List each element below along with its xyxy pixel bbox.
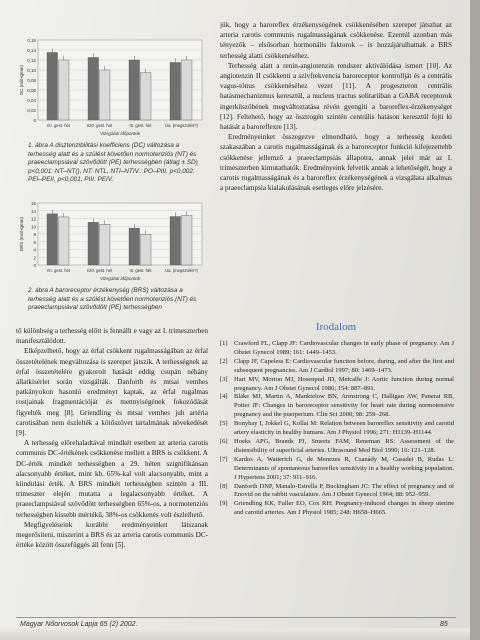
reference-text: Bonyhay I, Jokkel G, Kollai M: Relation between baroreflex sensitivity and carotid artery elasticity in healthy humans. Am J Physiol 1996; 271: H1139–H1144.: [234, 420, 454, 437]
reference-text: Crawford FL, Clapp JF: Cardiovascular changes in early phase of pregnancy. Am J Obstet Gynecol 1989; 161: 1449–1453.: [234, 340, 454, 356]
reference-text: Clapp JF, Capeless E: Cardiovascular function before, during, and after the first and subsequent pregnancies. Am J Cardiol 1997; 80: 1469–1473.: [234, 357, 454, 374]
reference-number: [3]: [220, 375, 228, 383]
y-tick-label: 4: [33, 247, 36, 253]
bar: [129, 60, 139, 120]
reference-text: Griendling KK, Fuller EO, Cox RH: Pregnancy-induced changes in sheep uterine and carotid arteries. Am J Physiol 1985; 248: H658–H665.: [234, 500, 454, 517]
y-axis-label: DC (ml/Hgmm): [19, 65, 24, 95]
y-tick-label: 14: [30, 208, 36, 214]
y-tick-label: 0,16: [27, 38, 36, 43]
page-bottom-shadow: [0, 628, 470, 640]
paragraph: A terhesség előrehaladtával mindkét esetben az arteria carotis communis DC-értékének csökkenése mellett a BRS is csökkent. A DC-érték mindkét terhességben a 29. héten szignifikánsan alacsonyabb értéket, mint kb. 65%-kal volt alacsonyabb, mint a kiindulási érték. A BRS mindkét terhességben szintén a III. trimeszter elején mutatta a legalacsonyabb értéket. A praeeclampsiával szövődött terhességben 65%-os, a normotenziós terhességben kissebb mértékű, 38%-os csökkenés volt észlelhető.: [16, 439, 208, 519]
x-tick-label: I/II. gest. hét: [46, 123, 71, 128]
bar: [47, 214, 57, 265]
reference-text: Danforth DNP, Manalo-Estrella P, Buckingham JC: The effect of pregnancy and of Enovid on the rabbit vasculature. Am J Obstet Gynecol 1964; 88: 952–959.: [234, 482, 454, 499]
reference-number: [4]: [220, 393, 228, 401]
reference-number: [6]: [220, 437, 228, 445]
brs-bar-chart: [16, 197, 206, 285]
bar: [141, 234, 151, 265]
paragraph: tő különbség a terhesség előtt is fennállt e vagy az I. trimeszterben manifesztálódott.: [16, 327, 208, 346]
y-tick-label: 2: [33, 255, 36, 261]
x-tick-label: III. gest. hét: [129, 268, 152, 273]
bar: [88, 222, 98, 265]
journal-citation: Magyar Nőorvosok Lapja 65 (2) 2002.: [20, 621, 138, 628]
y-tick-label: 0,02: [27, 108, 36, 113]
x-tick-label: I/II. gest. hét: [46, 268, 71, 273]
paragraph: Eredményeinket összegezve elmondható, hogy a terhesség kezdeti szakaszában a carotis rugalmasságának és a baroreceptor funkció kifejezettebb csökkenése jellemző a praeeclampsiás állapotra, annak jelei már az I. trimeszterben kimutathatók. Eredményeink felvetik annak a lehetőségét, hogy a carotis rugalmasságának és a baroreflex érzékenységének a vizsgálata alkalmas a praeeclampsia kialakulásának esetleges előre jelzésére.: [220, 133, 452, 193]
page-edge: [470, 0, 480, 640]
footer-rule: [16, 617, 456, 618]
paragraph: Elképzelhető, hogy az érfal csökkent rugalmasságában az érfal összetételének megváltozása is szerepet játszik. A terhességnek az érfal összetételére gyakorolt hatását eddig csupán néhány állatkísérlet során vizsgálták. Danforth és mtsai vemhes patkányokon hasonló eredményt kaptak, az érfal rugalmas rostjainak fragmentációját és mennyiségének fokozódását figyelték meg [8]. Griendling és mtsai vemhes juh artéria carotisában nem észlelték a kötőszövet tartalmának növekedését [9].: [16, 347, 208, 438]
reference-text: Hoeks APG, Brands PJ, Smeets FAM, Reneman RS: Assessment of the distensibility of superficial arteries. Ultrasound Med Biol 1990; 16: 121–128.: [234, 437, 454, 454]
bar: [182, 215, 192, 265]
paragraph: jük, hogy a baroreflex érzékenységének csökkenésében szerepet játszhat az arteria carotis communis rugalmasságának csökkenése. Ezentúl azonban más tényezők – elsősorban hormonális faktorok – is hozzájárulhatnak a BRS terhesség alatti csökkenéséhez.: [220, 21, 452, 60]
x-tick-label: I/20. gest. hét: [86, 123, 113, 128]
x-axis-label: Vizsgálati időpontok: [100, 276, 140, 281]
y-tick-label: 10: [30, 224, 36, 230]
dc-bar-chart: [16, 34, 206, 140]
reference-item: [220, 420, 454, 438]
reference-text: Kardos A, Watterich G, de Menezes R, Csanády M, Casadei B, Rudas L: Determinants of spontaneous baroreflex sensitivity in a healthy working population. J Hypertens 2001; 37: 911–916.: [234, 455, 454, 481]
bar: [170, 217, 180, 265]
y-tick-label: 12: [30, 216, 36, 222]
bar: [88, 58, 98, 121]
bar: [47, 53, 57, 121]
figure-2-caption: 2. ábra A baroreceptor érzékenység (BRS) változása a terhesség alatt és a szülést követően normotenziós (NT) és praeeclampsiával szövődött (PE) terhességben: [28, 287, 197, 312]
right-column-text: [220, 20, 452, 308]
y-tick-label: 0: [33, 118, 36, 123]
references-heading: Irodalom: [315, 321, 357, 333]
bar: [100, 70, 110, 120]
page-number: 85: [440, 621, 448, 628]
reference-item: [220, 393, 454, 420]
paragraph: Megfigyeléseink korábbi eredményeinket látszanak megerősíteni, miszerint a BRS és az arteria carotis communis DC-értéke között összefüggés áll fenn [5].: [16, 520, 208, 550]
left-column-text: [16, 326, 208, 608]
x-tick-label: I/20. gest. hét: [86, 268, 113, 273]
reference-item: [220, 376, 454, 394]
reference-text: Blake MJ, Martin A, Manktelow BN, Armstrong C, Halligan AW, Panerai RB, Potter JF: Changes in baroreceptor sensitivity for heart rate during normotensive pregnancy and the puerperium. Clin Sci 2000; 98: 259–268.: [234, 393, 454, 419]
y-tick-label: 0,04: [27, 98, 36, 103]
y-tick-label: 0,10: [27, 68, 36, 73]
y-tick-label: 0,12: [27, 58, 36, 63]
bar: [59, 60, 69, 120]
bar: [100, 224, 110, 265]
bar: [129, 228, 139, 265]
y-tick-label: 6: [33, 239, 36, 245]
x-tick-label: Ua. (megszülés?): [165, 268, 198, 273]
paragraph: Terhesség alatt a renin-angiotenzin rendszer aktiválódása ismert [10]. Az angiotenzin II csökkenti a szívfrekvencia baroreceptor kontrollját és a centrális vagus-tónus csökkenéséhez vezet [11]. A progeszteron centrális hatásmechanizmus keresztül, a nucleus tractus solitariiban a GABA receptorok ingerküszöbének megváltoztatása révén gyengíti a baroreflex-érzékenységet [12]. Feltehető, hogy az ösztrogén szintén centrális hatáson keresztül fejti ki hatását a baroreflexre [13].: [220, 61, 452, 132]
bar: [141, 73, 151, 121]
x-tick-label: Ua. (megszülés?): [165, 123, 198, 128]
y-tick-label: 0,06: [27, 88, 36, 93]
references-list: [220, 340, 454, 612]
y-tick-label: 0: [33, 263, 36, 268]
dc-bar-chart-svg: [16, 34, 206, 140]
y-tick-label: 16: [30, 201, 36, 206]
brs-bar-chart-svg: [16, 197, 206, 285]
reference-number: [7]: [220, 455, 228, 463]
bar: [59, 217, 69, 265]
reference-number: [2]: [220, 357, 228, 365]
y-tick-label: 0,14: [27, 48, 36, 53]
bar: [182, 60, 192, 120]
reference-number: [8]: [220, 482, 228, 490]
reference-item: [220, 438, 454, 456]
figure-1-caption: 1. ábra A disztenzibilitási koefficiens (DC) változása a terhesség alatt és a szülést követően normotenziós (NT) és praeeclampsiával szövődött (PE) terhességben (átlag ± SD) p<0,001: NT–NT(), NT: NTL, NTI–NTIV.: PO–PIII. p<0,002: PEI–PEII, p<0,001, PIII: PEIV.: [28, 142, 198, 184]
x-tick-label: III. gest. hét: [129, 123, 152, 128]
reference-number: [5]: [220, 420, 228, 428]
y-tick-label: 8: [33, 232, 36, 237]
y-tick-label: 0,08: [27, 78, 36, 83]
reference-item: [220, 340, 454, 358]
x-axis-label: Vizsgálati időpontok: [100, 131, 140, 136]
y-axis-label: BRS (ms/Hgmm): [19, 217, 24, 251]
reference-text: Hart MV, Morton MJ, Hosenpud JD, Metcalfe J: Aortic function during normal pregnancy. Am J Obstet Gynecol 1986; 154: 887–891.: [234, 375, 454, 392]
reference-item: [220, 483, 454, 501]
reference-item: [220, 358, 454, 376]
reference-item: [220, 500, 454, 518]
reference-item: [220, 456, 454, 483]
reference-number: [9]: [220, 500, 228, 508]
reference-number: [1]: [220, 340, 228, 347]
bar: [170, 63, 180, 121]
